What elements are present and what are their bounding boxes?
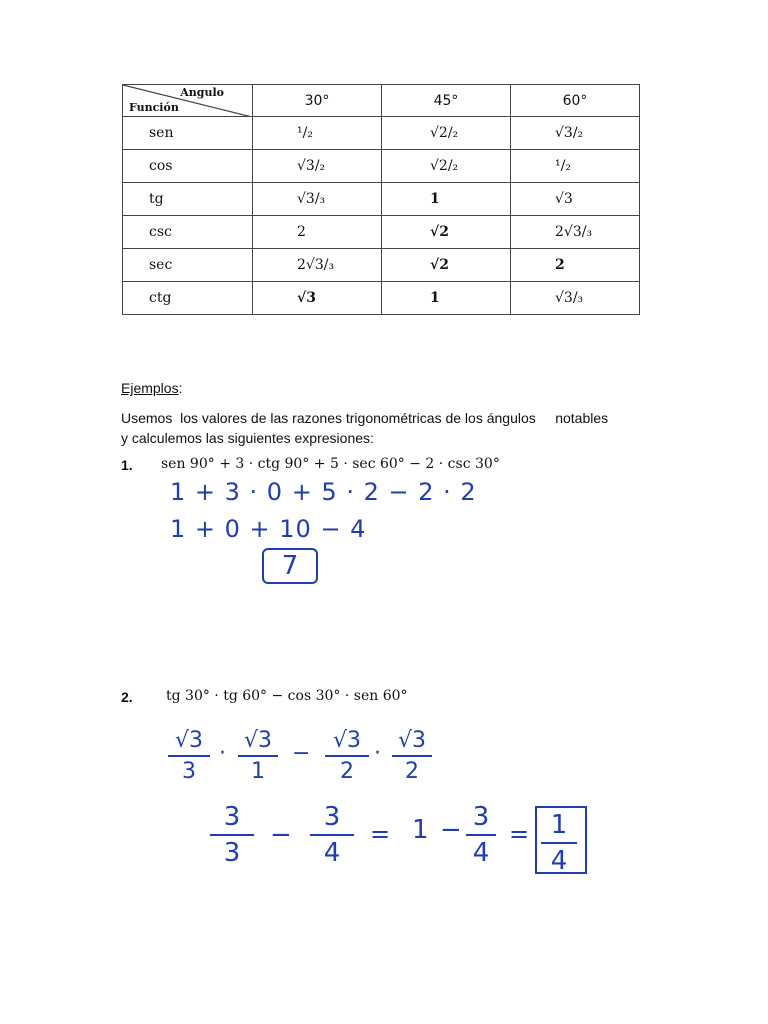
hw-fraction-4 xyxy=(392,728,432,784)
examples-heading xyxy=(121,380,182,396)
intro-paragraph xyxy=(121,408,661,448)
hw-fraction-1-num: √3 xyxy=(174,728,203,753)
example-1-result-box: 7 xyxy=(262,548,318,584)
header-angle-label: Angulo xyxy=(180,86,224,99)
hw-minus-2: − xyxy=(270,820,292,850)
hw-equals-1: = xyxy=(370,820,391,848)
header-angle-30: 30° xyxy=(253,85,382,117)
intro-line-1: Usemos los valores de las razones trigonométricas de los ángulos notables xyxy=(121,410,609,426)
value-cell: 2 xyxy=(511,249,640,282)
header-function-label: Función xyxy=(129,101,179,114)
hw-minus-1: − xyxy=(292,741,311,766)
hw-fraction-4-den: 2 xyxy=(405,759,419,784)
examples-heading-text: Ejemplos xyxy=(121,380,179,396)
func-name: sen xyxy=(123,117,253,150)
value-cell: 2 xyxy=(253,216,382,249)
table-row xyxy=(123,117,640,150)
hw-fraction-5-den: 3 xyxy=(223,838,241,868)
value-cell: √3 xyxy=(511,183,640,216)
func-name: csc xyxy=(123,216,253,249)
trig-values-table xyxy=(122,84,640,315)
value-cell: √2 xyxy=(382,216,511,249)
table-row xyxy=(123,150,640,183)
hw-fraction-7-den: 4 xyxy=(472,838,490,868)
hw-fraction-4-num: √3 xyxy=(397,728,426,753)
value-cell: √3/₃ xyxy=(253,183,382,216)
func-name: ctg xyxy=(123,282,253,315)
hw-answer-den: 4 xyxy=(550,846,568,876)
value-cell: 2√3/₃ xyxy=(511,216,640,249)
hw-fraction-7-num: 3 xyxy=(472,802,490,832)
hw-fraction-3-den: 2 xyxy=(340,759,354,784)
hw-fraction-3 xyxy=(325,728,369,784)
table-row xyxy=(123,282,640,315)
example-1-step-1: 1 + 3 · 0 + 5 · 2 − 2 · 2 xyxy=(170,478,477,506)
value-cell: 1 xyxy=(382,183,511,216)
hw-fraction-7 xyxy=(466,802,496,868)
header-angle-45: 45° xyxy=(382,85,511,117)
func-name: cos xyxy=(123,150,253,183)
value-cell: √3/₂ xyxy=(511,117,640,150)
hw-fraction-2 xyxy=(238,728,278,784)
header-angle-60: 60° xyxy=(511,85,640,117)
hw-fraction-5 xyxy=(210,802,254,868)
value-cell: ¹/₂ xyxy=(253,117,382,150)
hw-answer-fraction xyxy=(541,810,577,876)
hw-fraction-6-den: 4 xyxy=(323,838,341,868)
table-corner-cell xyxy=(123,85,253,117)
hw-minus-3: − xyxy=(440,815,462,845)
value-cell: √2/₂ xyxy=(382,150,511,183)
func-name: tg xyxy=(123,183,253,216)
example-1-step-2: 1 + 0 + 10 − 4 xyxy=(170,515,367,543)
hw-fraction-1-den: 3 xyxy=(182,759,196,784)
hw-fraction-6 xyxy=(310,802,354,868)
intro-line-2: y calculemos las siguientes expresiones: xyxy=(121,430,374,446)
value-cell: √2/₂ xyxy=(382,117,511,150)
value-cell: ¹/₂ xyxy=(511,150,640,183)
examples-heading-colon: : xyxy=(178,380,183,396)
hw-fraction-6-num: 3 xyxy=(323,802,341,832)
example-2-number: 2. xyxy=(121,689,133,705)
hw-fraction-2-num: √3 xyxy=(243,728,272,753)
hw-fraction-1 xyxy=(168,728,210,784)
hw-fraction-5-num: 3 xyxy=(223,802,241,832)
hw-answer-num: 1 xyxy=(550,810,568,840)
example-1-expression: sen 90° + 3 · ctg 90° + 5 · sec 60° − 2 · csc 30° xyxy=(161,456,500,472)
table-row xyxy=(123,183,640,216)
hw-dot-2: · xyxy=(374,741,381,766)
value-cell: √3/₂ xyxy=(253,150,382,183)
value-cell: √3 xyxy=(253,282,382,315)
value-cell: 2√3/₃ xyxy=(253,249,382,282)
value-cell: 1 xyxy=(382,282,511,315)
hw-one: 1 xyxy=(412,815,429,845)
hw-fraction-2-den: 1 xyxy=(251,759,265,784)
table-row xyxy=(123,216,640,249)
func-name: sec xyxy=(123,249,253,282)
hw-equals-2: = xyxy=(509,820,530,848)
hw-fraction-3-num: √3 xyxy=(332,728,361,753)
value-cell: √2 xyxy=(382,249,511,282)
value-cell: √3/₃ xyxy=(511,282,640,315)
example-1-number: 1. xyxy=(121,457,133,473)
example-2-expression: tg 30° · tg 60° − cos 30° · sen 60° xyxy=(166,688,408,704)
table-row xyxy=(123,249,640,282)
hw-dot-1: · xyxy=(219,741,226,766)
table-header-row xyxy=(123,85,640,117)
